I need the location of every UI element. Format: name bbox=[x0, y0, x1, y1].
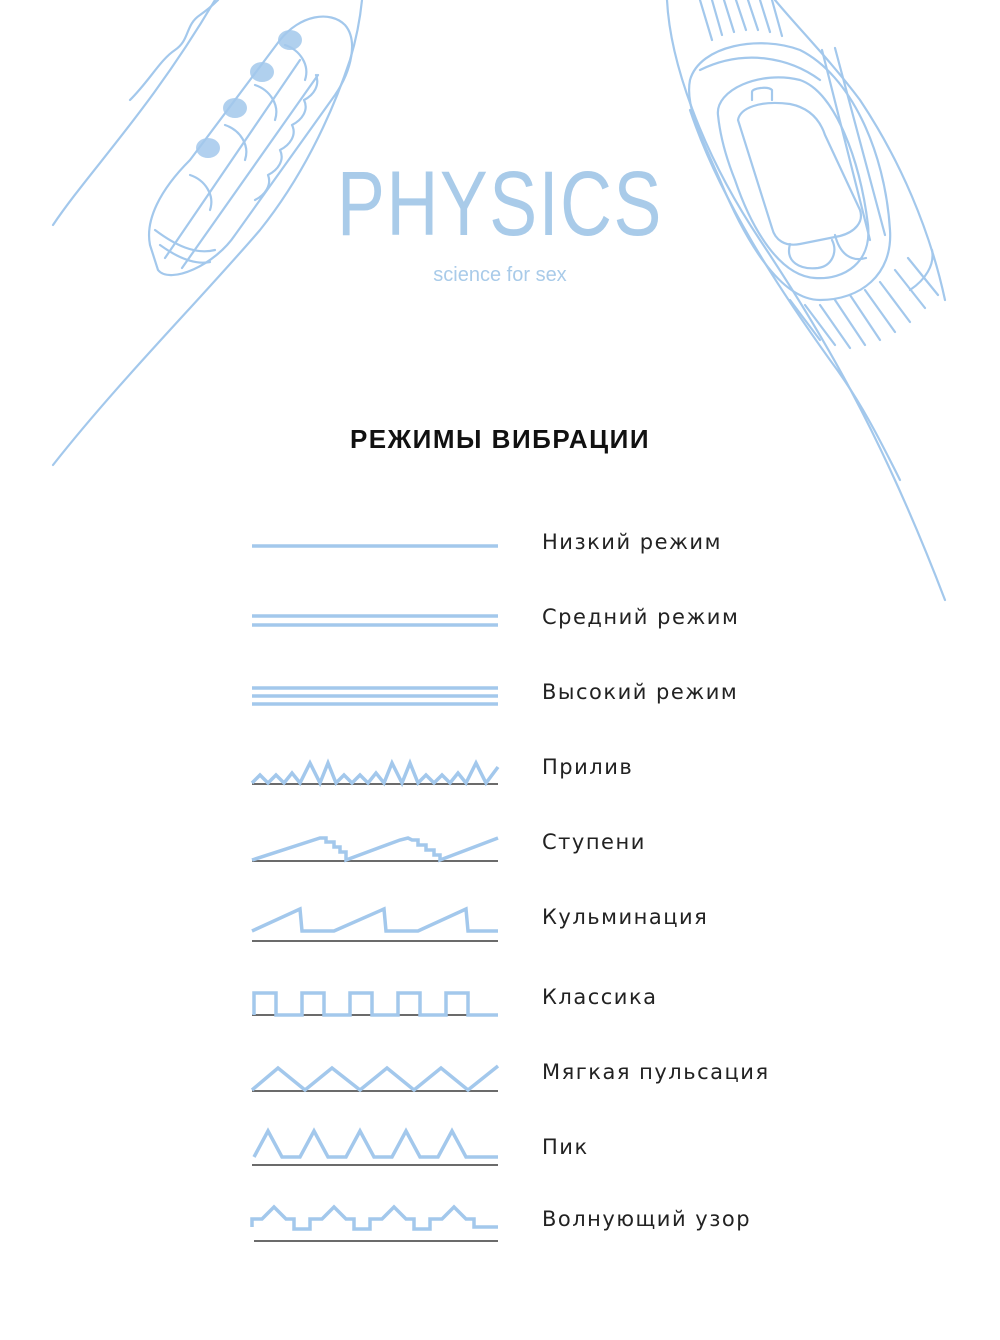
mode-row-high bbox=[250, 670, 810, 720]
mode-row-steps bbox=[250, 820, 810, 870]
brand-logo-title: PHYSICS bbox=[337, 153, 663, 255]
mode-row-thrilling-pattern bbox=[250, 1197, 810, 1247]
trapezoid-wave-icon bbox=[250, 1197, 500, 1247]
mode-label: Прилив bbox=[542, 755, 634, 779]
mode-label: Волнующий узор bbox=[542, 1207, 752, 1231]
mode-row-classic bbox=[250, 975, 810, 1025]
mode-row-low bbox=[250, 520, 810, 570]
triple-line-icon bbox=[250, 670, 500, 720]
mode-label: Ступени bbox=[542, 830, 646, 854]
mode-label: Низкий режим bbox=[542, 530, 722, 554]
tide-wave-icon bbox=[250, 745, 500, 795]
triangle-wave-icon bbox=[250, 1050, 500, 1100]
mode-label: Пик bbox=[542, 1135, 589, 1159]
steps-wave-icon bbox=[250, 820, 500, 870]
mode-row-soft-pulse bbox=[250, 1050, 810, 1100]
mode-label: Высокий режим bbox=[542, 680, 739, 704]
mode-row-tide bbox=[250, 745, 810, 795]
single-line-icon bbox=[250, 520, 500, 570]
sawtooth-wave-icon bbox=[250, 895, 500, 945]
mode-label: Кульминация bbox=[542, 905, 709, 929]
mode-label: Классика bbox=[542, 985, 658, 1009]
mode-row-culmination bbox=[250, 895, 810, 945]
square-wave-icon bbox=[250, 975, 500, 1025]
mode-label: Мягкая пульсация bbox=[542, 1060, 770, 1084]
mode-row-medium bbox=[250, 595, 810, 645]
mode-label: Средний режим bbox=[542, 605, 740, 629]
brand-tagline: science for sex bbox=[433, 264, 567, 286]
double-line-icon bbox=[250, 595, 500, 645]
mode-row-peak bbox=[250, 1125, 810, 1175]
peak-wave-icon bbox=[250, 1125, 500, 1175]
page-title: РЕЖИМЫ ВИБРАЦИИ bbox=[349, 424, 651, 454]
